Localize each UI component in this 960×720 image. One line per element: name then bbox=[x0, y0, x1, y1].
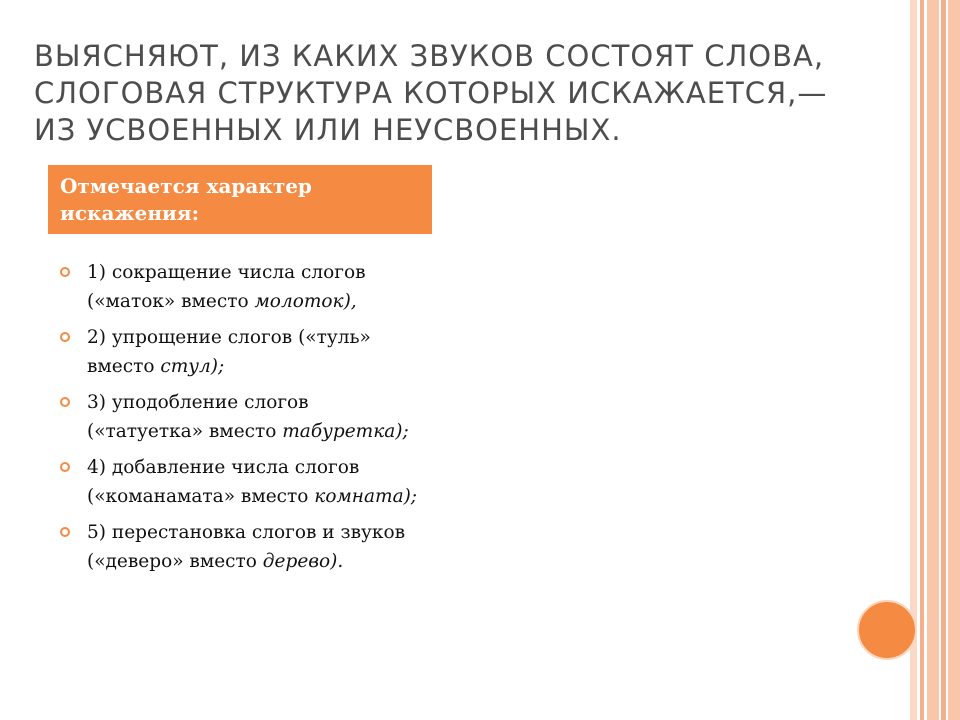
stripe bbox=[948, 0, 960, 720]
list-item bbox=[58, 323, 428, 381]
decorative-circle-icon bbox=[857, 600, 917, 660]
item-example: комната); bbox=[314, 486, 418, 507]
title-line: ИЗ УСВОЕННЫХ ИЛИ НЕУСВОЕННЫХ. bbox=[34, 113, 622, 147]
item-example: табуретка); bbox=[282, 421, 409, 442]
item-text: 5) перестановка слогов и звуков («деверо» вместо bbox=[87, 522, 406, 572]
subheading-line: искажения: bbox=[60, 201, 199, 225]
subheading-box bbox=[48, 165, 432, 234]
item-example: молоток), bbox=[254, 291, 357, 312]
stripe bbox=[920, 0, 924, 720]
item-text: 4) добавление числа слогов («команамата» вместо bbox=[87, 457, 360, 507]
bullet-icon bbox=[60, 332, 70, 342]
item-example: дерево). bbox=[262, 551, 344, 572]
list-item bbox=[58, 453, 428, 511]
item-text: 1) сокращение числа слогов («маток» вместо bbox=[87, 262, 366, 312]
stripe bbox=[927, 0, 939, 720]
bullet-icon bbox=[60, 397, 70, 407]
title-line: СЛОГОВАЯ СТРУКТУРА КОТОРЫХ ИСКАЖАЕТСЯ,— bbox=[34, 76, 828, 110]
slide-title bbox=[34, 38, 904, 149]
item-text: 3) уподобление слогов («татуетка» вместо bbox=[87, 392, 309, 442]
item-text: 2) упрощение слогов («туль» вместо bbox=[87, 327, 371, 377]
title-line: ВЫЯСНЯЮТ, ИЗ КАКИХ ЗВУКОВ СОСТОЯТ СЛОВА, bbox=[34, 39, 825, 73]
distortion-list bbox=[58, 258, 428, 583]
bullet-icon bbox=[60, 267, 70, 277]
list-item bbox=[58, 258, 428, 316]
list-item bbox=[58, 388, 428, 446]
decorative-stripes bbox=[910, 0, 960, 720]
bullet-icon bbox=[60, 527, 70, 537]
stripe bbox=[941, 0, 946, 720]
subheading-line: Отмечается характер bbox=[60, 174, 312, 198]
item-example: стул); bbox=[160, 356, 225, 377]
list-item bbox=[58, 518, 428, 576]
bullet-icon bbox=[60, 462, 70, 472]
